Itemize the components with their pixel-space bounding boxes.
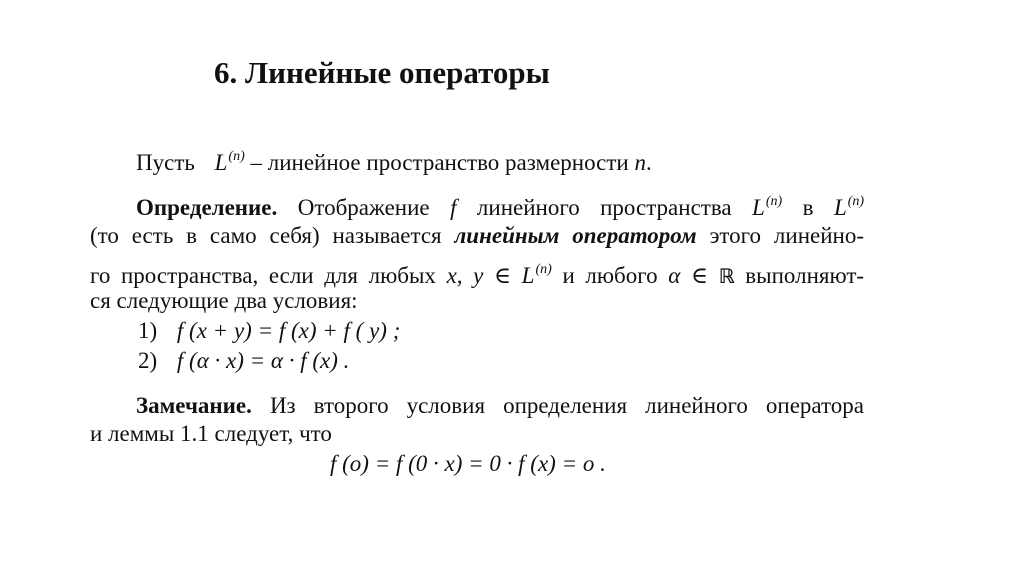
definition-alpha: α ∈	[668, 263, 708, 288]
remark-text-1: Из второго условия определения линейного оператора	[269, 393, 865, 418]
definition-vars: x, y ∈	[446, 263, 512, 288]
intro-rest: – линейное пространство размерности	[250, 150, 629, 175]
remark-line-1	[136, 392, 864, 420]
definition-map-var: f	[450, 195, 457, 220]
definition-dim-sup-2: (n)	[847, 194, 865, 209]
slide-title: 6. Линейные операторы	[214, 55, 550, 90]
condition-1	[138, 317, 400, 345]
definition-line-1	[136, 188, 864, 222]
definition-line-2-b: этого линейно-	[709, 223, 864, 248]
definition-text-2: линейного пространства	[476, 195, 732, 220]
definition-dim-sup-3: (n)	[535, 262, 552, 277]
condition-1-formula: f (x + y) = f (x) + f ( y) ;	[176, 318, 401, 343]
definition-line-2	[90, 222, 864, 250]
definition-line-3-a: го пространства, если для любых	[90, 263, 436, 288]
definition-line-4: ся следующие два условия:	[90, 288, 358, 313]
intro-prefix: Пусть	[136, 150, 195, 175]
definition-space-symbol-1: L	[752, 195, 765, 220]
condition-1-number: 1)	[138, 318, 158, 343]
intro-dim-var: n	[634, 150, 646, 175]
definition-text-3: в	[802, 195, 814, 220]
definition-line-3-c: выполняют-	[745, 263, 865, 288]
definition-term: линейным оператором	[454, 223, 697, 248]
condition-2	[138, 347, 349, 375]
intro-space-symbol: L	[214, 150, 228, 175]
remark-label: Замечание.	[136, 393, 252, 418]
remark-formula: f (o) = f (0 · x) = 0 · f (x) = o .	[330, 451, 606, 476]
definition-line-3	[90, 256, 864, 290]
definition-line-2-a: (то есть в само себя) называется	[90, 223, 442, 248]
definition-label: Определение.	[136, 195, 278, 220]
intro-end: .	[645, 150, 652, 175]
condition-2-number: 2)	[138, 348, 158, 373]
definition-dim-sup-1: (n)	[765, 194, 783, 209]
intro-line	[136, 143, 652, 177]
definition-space-symbol-3: L	[521, 263, 535, 288]
definition-space-symbol-2: L	[833, 195, 847, 220]
definition-text-1: Отображение	[297, 195, 430, 220]
remark-line-2: и леммы 1.1 следует, что	[90, 421, 332, 446]
intro-dim-sup: (n)	[228, 149, 245, 164]
reals-symbol: ℝ	[718, 264, 735, 288]
condition-2-formula: f (α · x) = α · f (x) .	[176, 348, 350, 373]
definition-line-3-b: и любого	[562, 263, 658, 288]
